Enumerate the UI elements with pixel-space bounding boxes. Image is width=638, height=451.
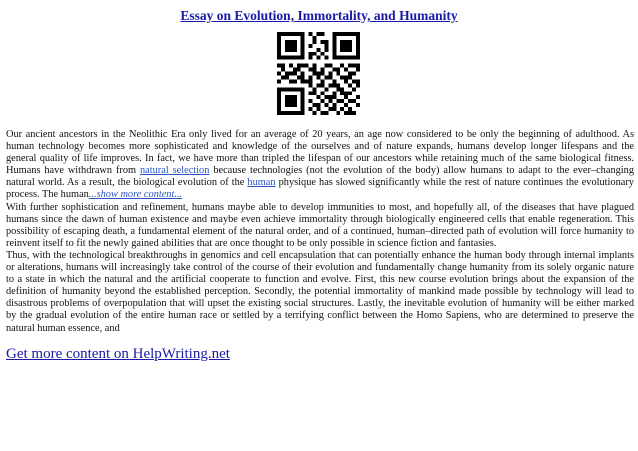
natural-selection-link[interactable]: natural selection — [140, 165, 210, 177]
qr-code-icon — [277, 32, 360, 115]
paragraph-text: because technologies (not the evolution of the body) allow humans to adapt to the ever–changing natural world. As a result, the biological evolution of the — [6, 165, 634, 189]
paragraph-text: physique has slowed significantly while the rest of nature continues the evolutionary process. The human — [6, 177, 634, 201]
get-more-content-link[interactable]: Get more content on HelpWriting.net — [6, 346, 230, 362]
document-title-link[interactable]: Essay on Evolution, Immortality, and Humanity — [180, 8, 458, 23]
essay-paragraph-1 — [6, 129, 634, 202]
show-more-content-link[interactable]: ...show more content... — [88, 189, 183, 201]
paragraph-text: Our ancient ancestors in the Neolithic Era only lived for an average of 20 years, an age now considered to be only the beginning of adulthood. As human technology becomes more sophisticated and knowledge of the ourselves and of nature expands, humans develop longer lifespans and the general quality of life improves. In fact, we have more than tripled the lifespan of our ancestors while retaining much of the same biological fitness. Humans have withdrawn from — [6, 129, 634, 177]
essay-body — [6, 129, 634, 335]
document-title-container — [0, 8, 638, 24]
human-link[interactable]: human — [247, 177, 276, 189]
footer — [6, 346, 230, 363]
essay-paragraph-2: With further sophistication and refinement, humans maybe able to develop immunities to most, and hopefully all, of the diseases that have plagued humans since the dawn of human existence and maybe even achieve immortality through biologically engineered cells that enable regeneration. This possibility of escaping death, a fundamental element of the natural order, and of a continued, human–directed path of evolution will force humanity to reinvent itself to fit the newly gained abilities that are once thought to be only possible in science fiction and fantasies. — [6, 201, 634, 249]
essay-paragraph-3: Thus, with the technological breakthroughs in genomics and cell encapsulation that can potentially enhance the human body through internal implants or alterations, humans will increasingly take control of the course of their evolution and fundamentally change humanity from its solely organic nature to a state in which the natural and the artificial cooperate to function and evolve. First, this new course evolution brings about the expansion of the definition of humanity beyond the established perception. Secondly, the potential immortality of mankind made possible by technology will lead to disastrous problems of overpopulation that will upset the existing social structures. Lastly, the inevitable evolution of humanity will be either marked by the gradual evolution of the entire human race or settled by a terrifying conflict between the Homo Sapiens, who are determined to preserve the natural human essence, and — [6, 249, 634, 334]
